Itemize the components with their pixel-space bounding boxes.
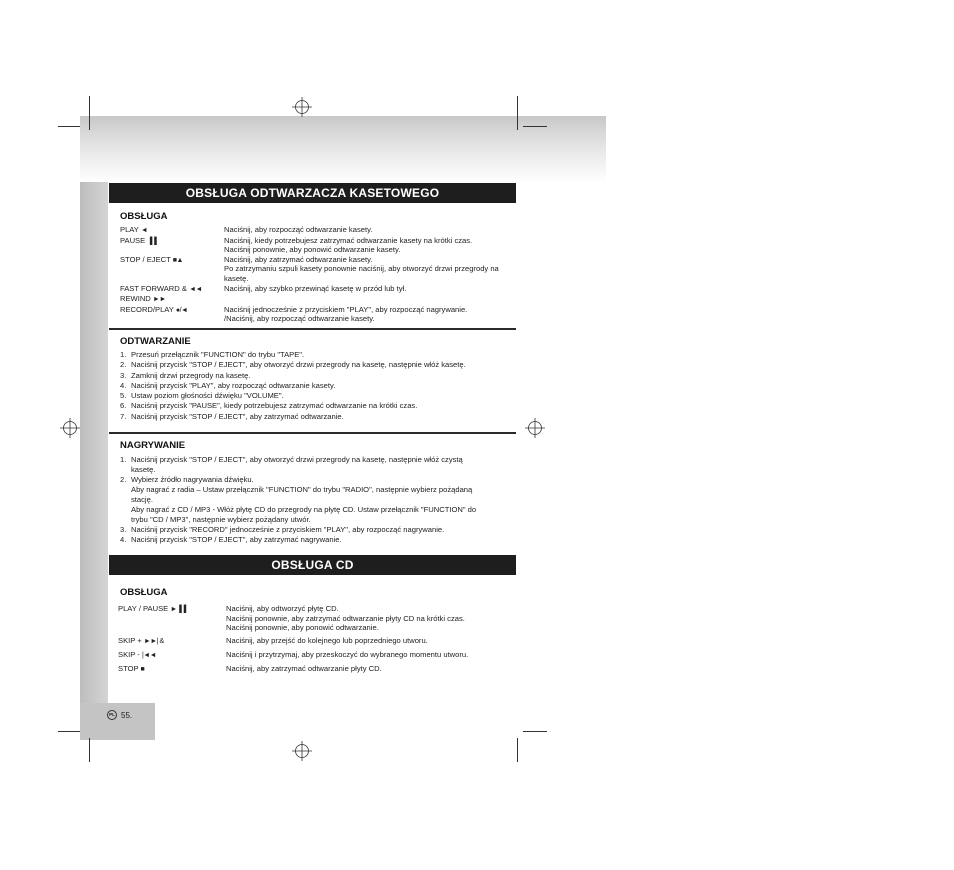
- control-label: [118, 650, 226, 661]
- section-heading-cd-operation: OBSŁUGA: [120, 587, 168, 598]
- list-text-line: Aby nagrać z CD / MP3 - Włóż płytę CD do przegrody na płytę CD. Ustaw przełącznik "FUNCTION" do: [131, 505, 477, 514]
- list-number: 2.: [120, 475, 127, 484]
- crop-mark: [523, 731, 547, 732]
- control-label: [120, 236, 224, 255]
- list-text-line: trybu "CD / MP3", następnie wybierz pożądany utwór.: [131, 515, 311, 524]
- control-key: PLAY: [120, 225, 139, 234]
- control-label: [118, 604, 226, 633]
- list-item: [120, 412, 520, 422]
- registration-mark-icon: [292, 97, 312, 117]
- list-text-line: Naciśnij przycisk "STOP / EJECT", aby otworzyć drzwi przegrody na kasetę, następnie włóż czystą: [131, 455, 463, 464]
- control-row: [120, 236, 520, 255]
- list-text: [131, 525, 520, 535]
- list-text: [131, 535, 520, 545]
- control-row: [120, 225, 520, 236]
- section-heading-playback: ODTWARZANIE: [120, 336, 191, 347]
- control-description: [224, 236, 520, 255]
- control-row: [120, 305, 520, 324]
- control-symbol-icon: ■▲: [172, 256, 183, 264]
- list-item: [120, 401, 520, 411]
- list-text: Przesuń przełącznik "FUNCTION" do trybu "TAPE".: [131, 350, 305, 359]
- control-key: PLAY / PAUSE: [118, 604, 169, 613]
- section-heading-operation: OBSŁUGA: [120, 211, 168, 222]
- description-line: Naciśnij, aby zatrzymać odtwarzanie płyty CD.: [226, 664, 382, 674]
- control-description: [224, 225, 520, 236]
- list-number: 6.: [120, 401, 127, 411]
- crop-mark: [58, 731, 80, 732]
- crop-mark: [89, 738, 90, 762]
- list-text: Naciśnij przycisk "PAUSE", kiedy potrzebujesz zatrzymać odtwarzanie na krótki czas.: [131, 401, 418, 411]
- description-line: Naciśnij, kiedy potrzebujesz zatrzymać odtwarzanie kasety na krótki czas.: [224, 235, 473, 245]
- list-number: 7.: [120, 411, 127, 421]
- control-description: [226, 604, 518, 633]
- description-line: Naciśnij i przytrzymaj, aby przeskoczyć do wybranego momentu utworu.: [226, 650, 469, 660]
- list-number: 5.: [120, 391, 127, 401]
- list-item: [120, 360, 520, 370]
- list-number: 4.: [120, 535, 127, 544]
- list-text-line: kasetę.: [131, 465, 156, 474]
- list-item: [120, 475, 520, 525]
- cd-controls-list: [118, 604, 518, 679]
- control-label: [120, 305, 224, 324]
- section-heading-recording: NAGRYWANIE: [120, 440, 186, 451]
- list-text: Naciśnij przycisk "STOP / EJECT", aby otworzyć drzwi przegrody na kasetę, następnie włóż kasetę.: [131, 360, 466, 370]
- description-line: Naciśnij, aby zatrzymać odtwarzanie kasety.: [224, 254, 373, 264]
- control-row: [118, 636, 518, 647]
- crop-mark: [58, 126, 80, 127]
- description-line: Naciśnij ponownie, aby ponowić odtwarzanie.: [226, 623, 379, 633]
- control-key: REWIND: [120, 294, 151, 304]
- list-number: 2.: [120, 360, 127, 370]
- page-footer-block: [80, 703, 155, 740]
- control-row: [118, 604, 518, 633]
- list-item: [120, 381, 520, 391]
- description-line: Naciśnij ponownie, aby ponowić odtwarzanie kasety.: [224, 245, 401, 255]
- section-banner-cassette: OBSŁUGA ODTWARZACZA KASETOWEGO: [109, 183, 516, 203]
- control-key: FAST FORWARD &: [120, 283, 187, 293]
- control-symbol-icon: ◄: [140, 227, 148, 234]
- control-symbol-icon: ●/◄: [175, 306, 188, 314]
- registration-mark-icon: [60, 418, 80, 438]
- control-description: [224, 284, 520, 295]
- control-description: [224, 305, 520, 324]
- control-row: [120, 284, 520, 295]
- control-key: SKIP +: [118, 636, 142, 646]
- list-text-line: Naciśnij przycisk "STOP / EJECT", aby zatrzymać nagrywanie.: [131, 535, 342, 544]
- control-label: [120, 255, 224, 284]
- description-line: Po zatrzymaniu szpuli kasety ponownie naciśnij, aby otworzyć drzwi przegrody na kasetę.: [224, 264, 499, 283]
- list-text: Ustaw poziom głośności dźwięku "VOLUME".: [131, 391, 284, 401]
- list-text-line: Naciśnij przycisk "RECORD" jednocześnie z przyciskiem "PLAY", aby rozpocząć nagrywanie.: [131, 525, 445, 534]
- description-line: [224, 294, 520, 304]
- list-text: Naciśnij przycisk "STOP / EJECT", aby zatrzymać odtwarzanie.: [131, 411, 344, 421]
- control-row: [120, 255, 520, 284]
- language-badge: PL: [107, 710, 117, 720]
- recording-steps-list: [120, 455, 520, 545]
- list-number: 1.: [120, 350, 127, 359]
- control-description: [224, 255, 520, 284]
- control-description: [226, 664, 518, 675]
- cassette-controls-list: [120, 225, 520, 324]
- control-label: [118, 636, 226, 647]
- control-row: [118, 650, 518, 661]
- control-label: [120, 225, 224, 236]
- description-line: Naciśnij, aby rozpocząć odtwarzanie kasety.: [224, 225, 373, 234]
- control-symbol-icon: |◄◄: [141, 652, 157, 660]
- control-label: [120, 294, 224, 305]
- list-text-line: Aby nagrać z radia – Ustaw przełącznik "FUNCTION" do trybu "RADIO", następnie wybierz pożądaną: [131, 485, 473, 494]
- control-symbol-icon: ►▐▐: [170, 606, 186, 613]
- control-label: [118, 664, 226, 675]
- section-divider: [109, 432, 516, 434]
- control-key: STOP: [118, 664, 139, 674]
- playback-steps-list: [120, 350, 520, 422]
- list-number: 4.: [120, 380, 127, 390]
- list-item: [120, 391, 520, 401]
- crop-mark: [523, 126, 547, 127]
- control-symbol-icon: ■: [140, 666, 145, 674]
- side-strip: [80, 182, 108, 740]
- control-key: STOP / EJECT: [120, 254, 171, 264]
- description-line: Naciśnij, aby przejść do kolejnego lub poprzedniego utworu.: [226, 636, 428, 646]
- list-number: 3.: [120, 370, 127, 380]
- section-banner-cd: OBSŁUGA CD: [109, 555, 516, 575]
- description-line: Naciśnij, aby odtworzyć płytę CD.: [226, 604, 339, 613]
- list-text: Naciśnij przycisk "PLAY", aby rozpocząć odtwarzanie kasety.: [131, 380, 336, 390]
- control-symbol-icon: ◄◄: [189, 285, 202, 293]
- description-line: Naciśnij jednocześnie z przyciskiem "PLAY", aby rozpocząć nagrywanie.: [224, 304, 468, 314]
- page-number: [107, 710, 132, 720]
- list-text-line: Wybierz źródło nagrywania dźwięku.: [131, 475, 254, 484]
- registration-mark-icon: [292, 741, 312, 761]
- control-description: [224, 294, 520, 305]
- control-key: RECORD/PLAY: [120, 304, 174, 314]
- control-symbol-icon: ►►| &: [143, 638, 164, 646]
- control-description: [226, 650, 518, 661]
- registration-mark-icon: [525, 418, 545, 438]
- control-row: [120, 294, 520, 305]
- list-item: [120, 455, 520, 475]
- list-text: Zamknij drzwi przegrody na kasetę.: [131, 370, 251, 380]
- list-item: [120, 350, 520, 360]
- list-number: 3.: [120, 525, 127, 534]
- crop-mark: [517, 738, 518, 762]
- list-item: [120, 535, 520, 545]
- description-line: Naciśnij ponownie, aby zatrzymać odtwarzanie płyty CD na krótki czas.: [226, 613, 465, 623]
- control-symbol-icon: ▐▐: [147, 237, 157, 245]
- control-key: SKIP -: [118, 650, 140, 660]
- list-item: [120, 525, 520, 535]
- control-key: PAUSE: [120, 235, 146, 245]
- description-line: Naciśnij, aby szybko przewinąć kasetę w przód lub tył.: [224, 283, 407, 293]
- crop-mark: [89, 96, 90, 130]
- list-item: [120, 371, 520, 381]
- list-text: [131, 455, 520, 475]
- description-line: /Naciśnij, aby rozpocząć odtwarzanie kasety.: [224, 314, 375, 324]
- control-description: [226, 636, 518, 647]
- list-number: 1.: [120, 455, 127, 464]
- list-text-line: stację.: [131, 495, 153, 504]
- control-label: [120, 284, 224, 295]
- crop-mark: [517, 96, 518, 130]
- page-number-text: 55.: [121, 710, 133, 720]
- section-divider: [109, 328, 516, 330]
- control-symbol-icon: ►►: [152, 296, 166, 304]
- control-row: [118, 664, 518, 675]
- list-text: [131, 475, 520, 525]
